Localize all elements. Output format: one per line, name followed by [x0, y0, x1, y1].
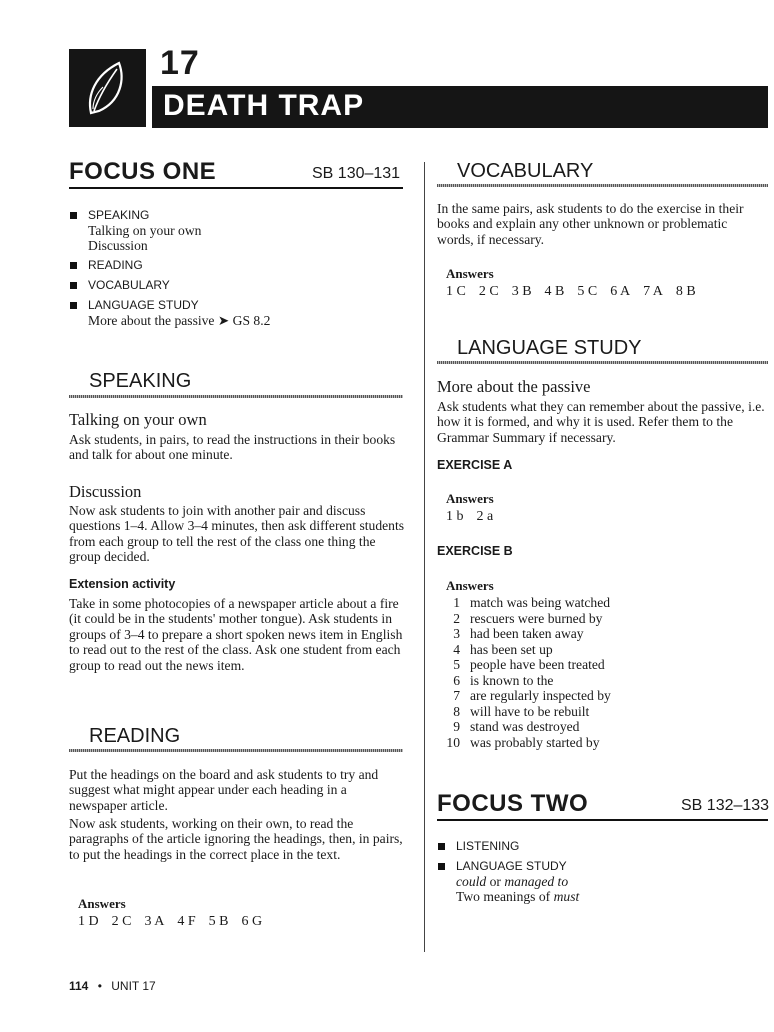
unit-icon [69, 49, 146, 127]
vocabulary-title: VOCABULARY [457, 160, 594, 182]
speaking-rule [69, 395, 403, 398]
focus-one-title: FOCUS ONE [69, 158, 217, 185]
reading-para-1: Put the headings on the board and ask students to try and suggest what might appear under each heading in a newspaper article. [69, 767, 379, 813]
unit-number: 17 [160, 44, 200, 82]
focus-two-sb-ref: SB 132–133 [681, 797, 770, 814]
list-item: 10 was probably started by [446, 734, 600, 750]
exercise-a-title: EXERCISE A [437, 458, 513, 472]
exercise-a-answers-label: Answers [446, 491, 494, 506]
footer-unit-label: UNIT 17 [111, 979, 156, 993]
list-item: 7 are regularly inspected by [453, 688, 611, 703]
talking-heading: Talking on your own [69, 410, 207, 429]
extension-text: Take in some photocopies of a newspaper article about a fire (it could be in the students' mother tongue). Ask students in groups of 3–4 to prepare a short spoken news item in English to read out to the rest of the class. Ask one student from each group to read out the news item. [69, 596, 403, 673]
vocabulary-rule [437, 184, 768, 187]
focus-two-contents [437, 839, 767, 909]
speaking-title: SPEAKING [89, 370, 192, 392]
list-item: 6 is known to the [453, 672, 554, 688]
focus-two-title: FOCUS TWO [437, 790, 589, 817]
list-item: 3 had been taken away [453, 626, 584, 641]
contents-item-language-study: LANGUAGE STUDY could or managed to Two meanings of must [437, 859, 767, 904]
list-item: 2 rescuers were burned by [453, 610, 603, 626]
footer-separator: • [97, 979, 102, 993]
language-study-subheading: More about the passive [437, 377, 591, 396]
reading-answers: 1 D 2 C 3 A 4 F 5 B 6 G [78, 914, 263, 929]
page-number: 114 [69, 979, 89, 993]
reading-rule [69, 749, 403, 752]
column-divider [424, 162, 425, 952]
exercise-b-title: EXERCISE B [437, 544, 513, 558]
list-item: 8 will have to be rebuilt [453, 703, 590, 719]
focus-one-contents [69, 208, 403, 333]
focus-one-rule [69, 187, 403, 189]
unit-title: DEATH TRAP [163, 89, 365, 122]
reading-title: READING [89, 725, 181, 747]
reading-answers-label: Answers [78, 896, 126, 911]
language-study-rule [437, 361, 768, 364]
list-item: 1 match was being watched [453, 595, 611, 610]
exercise-b-answers-label: Answers [446, 578, 494, 593]
vocabulary-text: In the same pairs, ask students to do the exercise in their books and explain any other unknown or problematic words, if necessary. [437, 201, 744, 247]
discussion-text: Now ask students to join with another pair and discuss questions 1–4. Allow 3–4 minutes, then ask different students from each group to tell the rest of the class one thing the group decided. [69, 503, 405, 565]
focus-two-rule [437, 819, 768, 821]
language-study-text: Ask students what they can remember about the passive, i.e. how it is formed, and why it is used. Refer them to the Grammar Summary if necessary. [437, 399, 765, 445]
contents-item-vocabulary: VOCABULARY [69, 278, 403, 293]
contents-item-language-study: LANGUAGE STUDY More about the passive ➤ GS 8.2 [69, 298, 403, 328]
focus-one-sb-ref: SB 130–131 [312, 165, 401, 182]
leaf-icon [69, 49, 146, 127]
contents-item-listening: LISTENING [437, 839, 767, 854]
list-item: 9 stand was destroyed [453, 719, 580, 734]
page-footer [69, 979, 156, 993]
exercise-b-answers [443, 595, 743, 750]
list-item: 4 has been set up [453, 641, 553, 657]
discussion-heading: Discussion [69, 482, 142, 501]
reading-para-2: Now ask students, working on their own, to read the paragraphs of the article ignoring the headings, then, in pairs, to put the headings in the correct place in the text. [69, 816, 403, 862]
extension-heading: Extension activity [69, 577, 176, 591]
language-study-title: LANGUAGE STUDY [457, 337, 642, 359]
vocabulary-answers-label: Answers [446, 266, 494, 281]
contents-item-speaking: SPEAKING Talking on your own Discussion [69, 208, 403, 253]
talking-text: Ask students, in pairs, to read the instructions in their books and talk for about one minute. [69, 432, 396, 463]
contents-item-reading: READING [69, 258, 403, 273]
list-item: 5 people have been treated [453, 657, 605, 672]
vocabulary-answers: 1 C 2 C 3 B 4 B 5 C 6 A 7 A 8 B [446, 284, 696, 299]
exercise-a-answers: 1 b 2 a [446, 509, 494, 524]
